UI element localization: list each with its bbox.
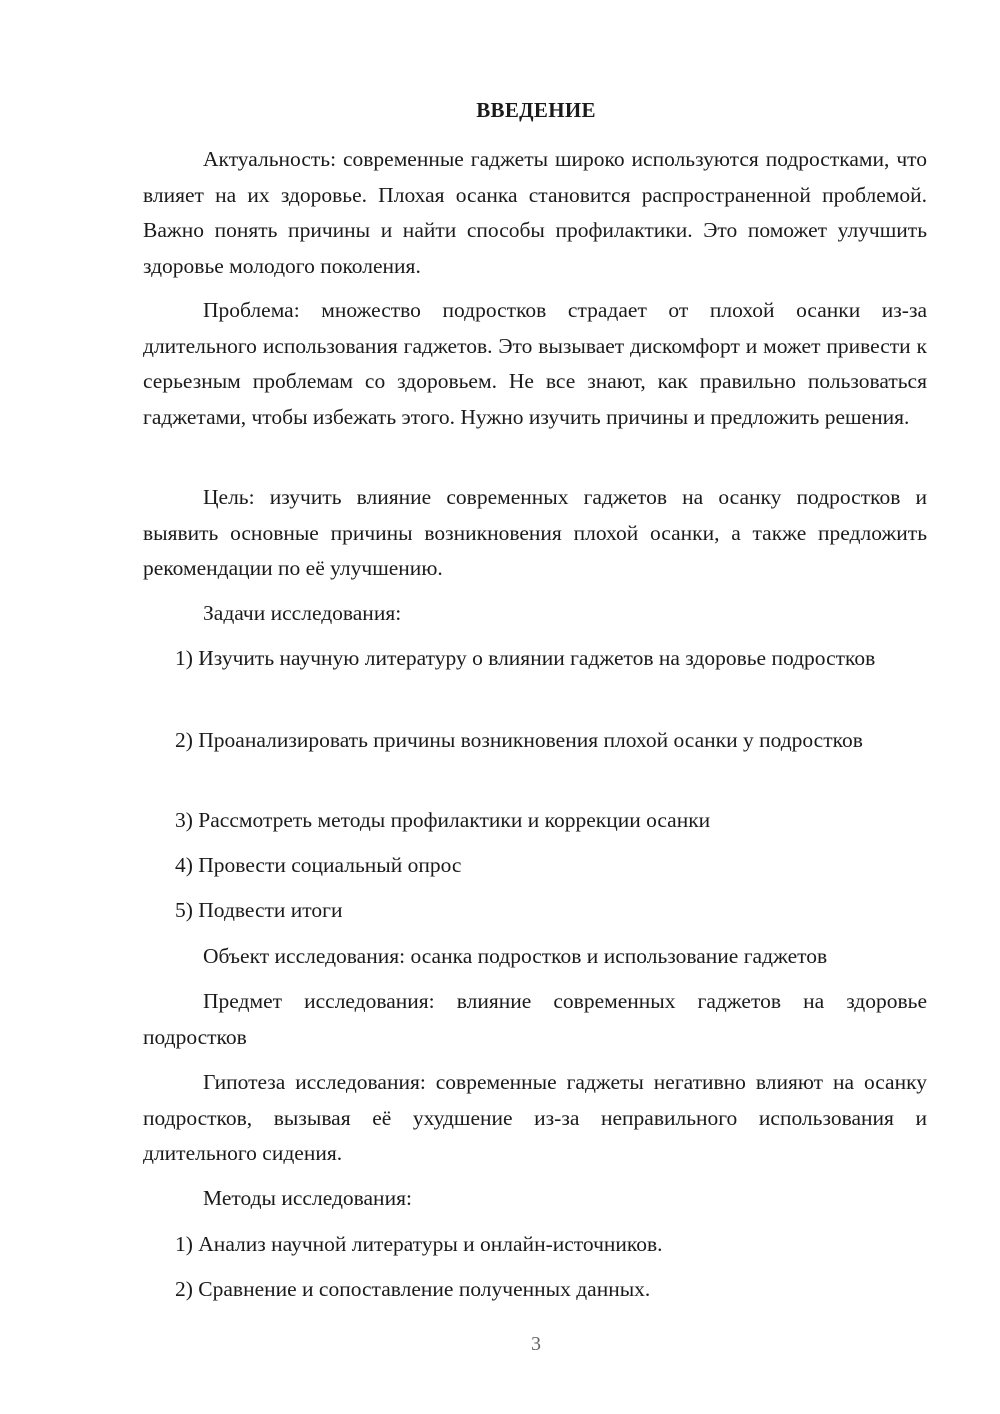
- paragraph-object: Объект исследования: осанка подростков и использование гаджетов: [203, 944, 828, 968]
- page-number: 3: [531, 1333, 541, 1355]
- task-item-3: 3) Рассмотреть методы профилактики и коррекции осанки: [175, 808, 711, 832]
- paragraph-relevance: Актуальность: современные гаджеты широко используются подростками, что влияет на их здоровье. Плохая осанка становится распространенной проблемой. Важно понять причины и найти способы профилактики. Это поможет улучшить здоровье молодого поколения.: [143, 147, 927, 278]
- task-item-1: 1) Изучить научную литературу о влиянии гаджетов на здоровье подростков: [175, 646, 876, 670]
- method-item-2: 2) Сравнение и сопоставление полученных данных.: [175, 1277, 651, 1301]
- task-item-5: 5) Подвести итоги: [175, 898, 343, 922]
- tasks-heading: Задачи исследования:: [203, 601, 402, 625]
- task-item-4: 4) Провести социальный опрос: [175, 853, 462, 877]
- task-item-2: 2) Проанализировать причины возникновения плохой осанки у подростков: [175, 728, 863, 752]
- paragraph-problem: Проблема: множество подростков страдает от плохой осанки из-за длительного использования гаджетов. Это вызывает дискомфорт и может привести к серьезным проблемам со здоровьем. Не все знают, как правильно пользоваться гаджетами, чтобы избежать этого. Нужно изучить причины и предложить решения.: [143, 298, 927, 429]
- method-item-1: 1) Анализ научной литературы и онлайн-источников.: [175, 1232, 663, 1256]
- paragraph-subject: Предмет исследования: влияние современных гаджетов на здоровье подростков: [143, 989, 927, 1049]
- paragraph-hypothesis: Гипотеза исследования: современные гаджеты негативно влияют на осанку подростков, вызывая её ухудшение из-за неправильного использования и длительного сидения.: [143, 1070, 927, 1165]
- page-title: ВВЕДЕНИЕ: [476, 98, 596, 122]
- methods-heading: Методы исследования:: [203, 1186, 412, 1210]
- paragraph-goal: Цель: изучить влияние современных гаджетов на осанку подростков и выявить основные причины возникновения плохой осанки, а также предложить рекомендации по её улучшению.: [143, 485, 927, 580]
